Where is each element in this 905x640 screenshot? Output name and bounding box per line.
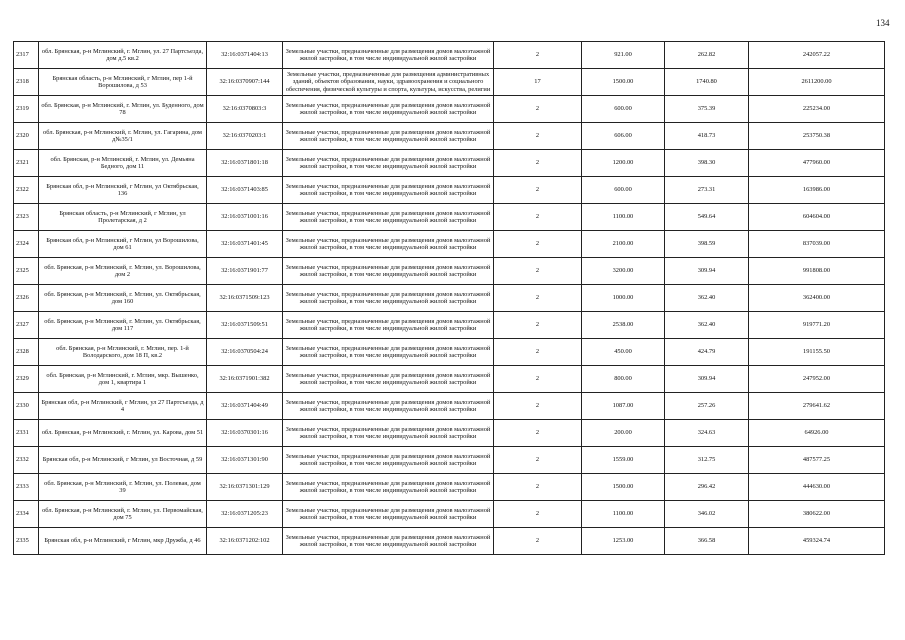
cadastral-number-cell: 32:16:0371401:45 xyxy=(207,231,283,258)
land-use-cell: Земельные участки, предназначенные для размещения домов малоэтажной жилой застройки, в том числе индивидуальной жилой застройки xyxy=(283,312,494,339)
land-use-cell: Земельные участки, предназначенные для размещения домов малоэтажной жилой застройки, в том числе индивидуальной жилой застройки xyxy=(283,447,494,474)
cadastral-number-cell: 32:16:0371202:102 xyxy=(207,528,283,555)
use-group-cell: 2 xyxy=(494,42,582,69)
cadastral-value-cell: 919771.20 xyxy=(749,312,885,339)
table-row xyxy=(14,447,885,474)
area-cell: 2100.00 xyxy=(582,231,665,258)
use-group-cell: 2 xyxy=(494,258,582,285)
address-cell: Брянская обл, р-н Мглинский, г Мглин, ул 27 Партсъезда, д 4 xyxy=(39,393,207,420)
land-use-cell: Земельные участки, предназначенные для размещения домов малоэтажной жилой застройки, в том числе индивидуальной жилой застройки xyxy=(283,393,494,420)
table-row xyxy=(14,150,885,177)
table-row xyxy=(14,393,885,420)
use-group-cell: 2 xyxy=(494,204,582,231)
cadastral-number-cell: 32:16:0371509:51 xyxy=(207,312,283,339)
cadastral-value-cell: 604604.00 xyxy=(749,204,885,231)
table-row xyxy=(14,366,885,393)
address-cell: обл. Брянская, р-н Мглинский, г. Мглин, ул. Ворошилова, дом 2 xyxy=(39,258,207,285)
table-row xyxy=(14,528,885,555)
row-number: 2328 xyxy=(14,339,39,366)
specific-value-cell: 398.59 xyxy=(665,231,749,258)
cadastral-number-cell: 32:16:0371001:16 xyxy=(207,204,283,231)
land-use-cell: Земельные участки, предназначенные для размещения домов малоэтажной жилой застройки, в том числе индивидуальной жилой застройки xyxy=(283,528,494,555)
address-cell: Брянская область, р-н Мглинский, г Мглин, пер 1-й Ворошилова, д 53 xyxy=(39,69,207,96)
address-cell: обл. Брянская, р-н Мглинский, г. Мглин, ул. Октябрьская, дом 117 xyxy=(39,312,207,339)
cadastral-value-cell: 191155.50 xyxy=(749,339,885,366)
address-cell: обл. Брянская, р-н Мглинский, г. Мглин, ул. Демьяна Бедного, дом 11 xyxy=(39,150,207,177)
use-group-cell: 2 xyxy=(494,366,582,393)
land-use-cell: Земельные участки, предназначенные для размещения домов малоэтажной жилой застройки, в том числе индивидуальной жилой застройки xyxy=(283,420,494,447)
cadastral-number-cell: 32:16:0371205:23 xyxy=(207,501,283,528)
row-number: 2333 xyxy=(14,474,39,501)
area-cell: 2538.00 xyxy=(582,312,665,339)
specific-value-cell: 312.75 xyxy=(665,447,749,474)
cadastral-number-cell: 32:16:0371901:77 xyxy=(207,258,283,285)
address-cell: Брянская обл, р-н Мглинский, г Мглин, мкр Дружба, д 46 xyxy=(39,528,207,555)
area-cell: 200.00 xyxy=(582,420,665,447)
row-number: 2334 xyxy=(14,501,39,528)
cadastral-number-cell: 32:16:0371801:18 xyxy=(207,150,283,177)
specific-value-cell: 418.73 xyxy=(665,123,749,150)
cadastral-value-cell: 991808.00 xyxy=(749,258,885,285)
row-number: 2332 xyxy=(14,447,39,474)
specific-value-cell: 309.94 xyxy=(665,366,749,393)
table-row xyxy=(14,69,885,96)
area-cell: 1087.00 xyxy=(582,393,665,420)
specific-value-cell: 549.64 xyxy=(665,204,749,231)
land-use-cell: Земельные участки, предназначенные для размещения домов малоэтажной жилой застройки, в том числе индивидуальной жилой застройки xyxy=(283,474,494,501)
table-row xyxy=(14,42,885,69)
land-plot-table xyxy=(13,41,885,555)
specific-value-cell: 309.94 xyxy=(665,258,749,285)
address-cell: обл. Брянская, р-н Мглинский, г. Мглин, ул. 27 Партсъезда, дом д.5 кв.2 xyxy=(39,42,207,69)
table-row xyxy=(14,474,885,501)
cadastral-number-cell: 32:16:0370907:144 xyxy=(207,69,283,96)
row-number: 2323 xyxy=(14,204,39,231)
cadastral-number-cell: 32:16:0371301:129 xyxy=(207,474,283,501)
table-row xyxy=(14,177,885,204)
row-number: 2322 xyxy=(14,177,39,204)
land-use-cell: Земельные участки, предназначенные для размещения домов малоэтажной жилой застройки, в том числе индивидуальной жилой застройки xyxy=(283,96,494,123)
specific-value-cell: 262.82 xyxy=(665,42,749,69)
address-cell: обл. Брянская, р-н Мглинский, г. Мглин, ул. Буденного, дом 78 xyxy=(39,96,207,123)
cadastral-number-cell: 32:16:0371403:85 xyxy=(207,177,283,204)
cadastral-number-cell: 32:16:0371404:13 xyxy=(207,42,283,69)
address-cell: Брянская область, р-н Мглинский, г Мглин, ул Пролетарская, д 2 xyxy=(39,204,207,231)
cadastral-value-cell: 459324.74 xyxy=(749,528,885,555)
row-number: 2325 xyxy=(14,258,39,285)
area-cell: 606.00 xyxy=(582,123,665,150)
area-cell: 1253.00 xyxy=(582,528,665,555)
row-number: 2318 xyxy=(14,69,39,96)
row-number: 2335 xyxy=(14,528,39,555)
row-number: 2320 xyxy=(14,123,39,150)
address-cell: обл. Брянская, р-н Мглинский, г. Мглин, мкр. Вышенко, дом 1, квартира 1 xyxy=(39,366,207,393)
use-group-cell: 2 xyxy=(494,420,582,447)
row-number: 2329 xyxy=(14,366,39,393)
land-use-cell: Земельные участки, предназначенные для размещения домов малоэтажной жилой застройки, в том числе индивидуальной жилой застройки xyxy=(283,123,494,150)
table-row xyxy=(14,339,885,366)
cadastral-number-cell: 32:16:0370803:3 xyxy=(207,96,283,123)
address-cell: обл. Брянская, р-н Мглинский, г. Мглин, ул. Полевая, дом 39 xyxy=(39,474,207,501)
row-number: 2327 xyxy=(14,312,39,339)
address-cell: обл. Брянская, р-н Мглинский, г. Мглин, ул. Карова, дом 51 xyxy=(39,420,207,447)
use-group-cell: 2 xyxy=(494,474,582,501)
cadastral-number-cell: 32:16:0371404:49 xyxy=(207,393,283,420)
land-use-cell: Земельные участки, предназначенные для размещения домов малоэтажной жилой застройки, в том числе индивидуальной жилой застройки xyxy=(283,366,494,393)
address-cell: обл. Брянская, р-н Мглинский, г. Мглин, ул. Первомайская, дом 75 xyxy=(39,501,207,528)
cadastral-value-cell: 477960.00 xyxy=(749,150,885,177)
area-cell: 1200.00 xyxy=(582,150,665,177)
specific-value-cell: 346.02 xyxy=(665,501,749,528)
cadastral-value-cell: 2611200.00 xyxy=(749,69,885,96)
cadastral-value-cell: 837039.00 xyxy=(749,231,885,258)
area-cell: 1559.00 xyxy=(582,447,665,474)
area-cell: 1100.00 xyxy=(582,204,665,231)
use-group-cell: 2 xyxy=(494,231,582,258)
cadastral-number-cell: 32:16:0370203:1 xyxy=(207,123,283,150)
cadastral-number-cell: 32:16:0370301:16 xyxy=(207,420,283,447)
table-body xyxy=(14,42,885,555)
area-cell: 800.00 xyxy=(582,366,665,393)
area-cell: 1500.00 xyxy=(582,69,665,96)
land-use-cell: Земельные участки, предназначенные для размещения домов малоэтажной жилой застройки, в том числе индивидуальной жилой застройки xyxy=(283,258,494,285)
area-cell: 1500.00 xyxy=(582,474,665,501)
cadastral-number-cell: 32:16:0371301:90 xyxy=(207,447,283,474)
table-row xyxy=(14,123,885,150)
land-use-cell: Земельные участки, предназначенные для размещения домов малоэтажной жилой застройки, в том числе индивидуальной жилой застройки xyxy=(283,177,494,204)
use-group-cell: 2 xyxy=(494,123,582,150)
table-row xyxy=(14,96,885,123)
address-cell: Брянская обл, р-н Мглинский, г Мглин, ул Восточная, д 59 xyxy=(39,447,207,474)
cadastral-value-cell: 487577.25 xyxy=(749,447,885,474)
use-group-cell: 2 xyxy=(494,528,582,555)
specific-value-cell: 375.39 xyxy=(665,96,749,123)
use-group-cell: 2 xyxy=(494,312,582,339)
land-use-cell: Земельные участки, предназначенные для размещения административных зданий, объектов образования, науки, здравоохранения и социального обеспечения, физической культуры и спорта, культуры, искусства, религии xyxy=(283,69,494,96)
table-row xyxy=(14,420,885,447)
land-use-cell: Земельные участки, предназначенные для размещения домов малоэтажной жилой застройки, в том числе индивидуальной жилой застройки xyxy=(283,150,494,177)
use-group-cell: 2 xyxy=(494,285,582,312)
address-cell: Брянская обл, р-н Мглинский, г Мглин, ул Октябрьская, 136 xyxy=(39,177,207,204)
cadastral-value-cell: 247952.00 xyxy=(749,366,885,393)
land-use-cell: Земельные участки, предназначенные для размещения домов малоэтажной жилой застройки, в том числе индивидуальной жилой застройки xyxy=(283,339,494,366)
cadastral-number-cell: 32:16:0370504:24 xyxy=(207,339,283,366)
area-cell: 450.00 xyxy=(582,339,665,366)
use-group-cell: 2 xyxy=(494,150,582,177)
table-row xyxy=(14,285,885,312)
address-cell: обл. Брянская, р-н Мглинский, г. Мглин, пер. 1-й Володарского, дом 18 П, кв.2 xyxy=(39,339,207,366)
cadastral-number-cell: 32:16:0371509:123 xyxy=(207,285,283,312)
use-group-cell: 2 xyxy=(494,177,582,204)
cadastral-value-cell: 380622.00 xyxy=(749,501,885,528)
specific-value-cell: 366.58 xyxy=(665,528,749,555)
use-group-cell: 2 xyxy=(494,96,582,123)
row-number: 2321 xyxy=(14,150,39,177)
cadastral-value-cell: 225234.00 xyxy=(749,96,885,123)
row-number: 2324 xyxy=(14,231,39,258)
page-number: 134 xyxy=(876,18,890,28)
address-cell: обл. Брянская, р-н Мглинский, г. Мглин, ул. Гагарина, дом д№35/1 xyxy=(39,123,207,150)
table-row xyxy=(14,231,885,258)
use-group-cell: 17 xyxy=(494,69,582,96)
cadastral-number-cell: 32:16:0371901:382 xyxy=(207,366,283,393)
area-cell: 600.00 xyxy=(582,96,665,123)
land-use-cell: Земельные участки, предназначенные для размещения домов малоэтажной жилой застройки, в том числе индивидуальной жилой застройки xyxy=(283,231,494,258)
specific-value-cell: 257.26 xyxy=(665,393,749,420)
use-group-cell: 2 xyxy=(494,393,582,420)
specific-value-cell: 273.31 xyxy=(665,177,749,204)
use-group-cell: 2 xyxy=(494,447,582,474)
row-number: 2317 xyxy=(14,42,39,69)
cadastral-value-cell: 64926.00 xyxy=(749,420,885,447)
row-number: 2331 xyxy=(14,420,39,447)
use-group-cell: 2 xyxy=(494,501,582,528)
land-use-cell: Земельные участки, предназначенные для размещения домов малоэтажной жилой застройки, в том числе индивидуальной жилой застройки xyxy=(283,42,494,69)
specific-value-cell: 324.63 xyxy=(665,420,749,447)
cadastral-value-cell: 444630.00 xyxy=(749,474,885,501)
use-group-cell: 2 xyxy=(494,339,582,366)
area-cell: 600.00 xyxy=(582,177,665,204)
area-cell: 3200.00 xyxy=(582,258,665,285)
area-cell: 1000.00 xyxy=(582,285,665,312)
land-use-cell: Земельные участки, предназначенные для размещения домов малоэтажной жилой застройки, в том числе индивидуальной жилой застройки xyxy=(283,501,494,528)
land-use-cell: Земельные участки, предназначенные для размещения домов малоэтажной жилой застройки, в том числе индивидуальной жилой застройки xyxy=(283,285,494,312)
address-cell: обл. Брянская, р-н Мглинский, г. Мглин, ул. Октябрьская, дом 160 xyxy=(39,285,207,312)
row-number: 2326 xyxy=(14,285,39,312)
cadastral-value-cell: 279641.62 xyxy=(749,393,885,420)
address-cell: Брянская обл, р-н Мглинский, г Мглин, ул Ворошилова, дом 61 xyxy=(39,231,207,258)
specific-value-cell: 362.40 xyxy=(665,285,749,312)
land-use-cell: Земельные участки, предназначенные для размещения домов малоэтажной жилой застройки, в том числе индивидуальной жилой застройки xyxy=(283,204,494,231)
specific-value-cell: 362.40 xyxy=(665,312,749,339)
cadastral-value-cell: 253750.38 xyxy=(749,123,885,150)
area-cell: 921.00 xyxy=(582,42,665,69)
cadastral-value-cell: 242057.22 xyxy=(749,42,885,69)
table-row xyxy=(14,501,885,528)
specific-value-cell: 296.42 xyxy=(665,474,749,501)
specific-value-cell: 398.30 xyxy=(665,150,749,177)
row-number: 2330 xyxy=(14,393,39,420)
table-row xyxy=(14,312,885,339)
table-row xyxy=(14,258,885,285)
specific-value-cell: 424.79 xyxy=(665,339,749,366)
cadastral-value-cell: 163986.00 xyxy=(749,177,885,204)
specific-value-cell: 1740.80 xyxy=(665,69,749,96)
area-cell: 1100.00 xyxy=(582,501,665,528)
table-row xyxy=(14,204,885,231)
row-number: 2319 xyxy=(14,96,39,123)
cadastral-value-cell: 362400.00 xyxy=(749,285,885,312)
